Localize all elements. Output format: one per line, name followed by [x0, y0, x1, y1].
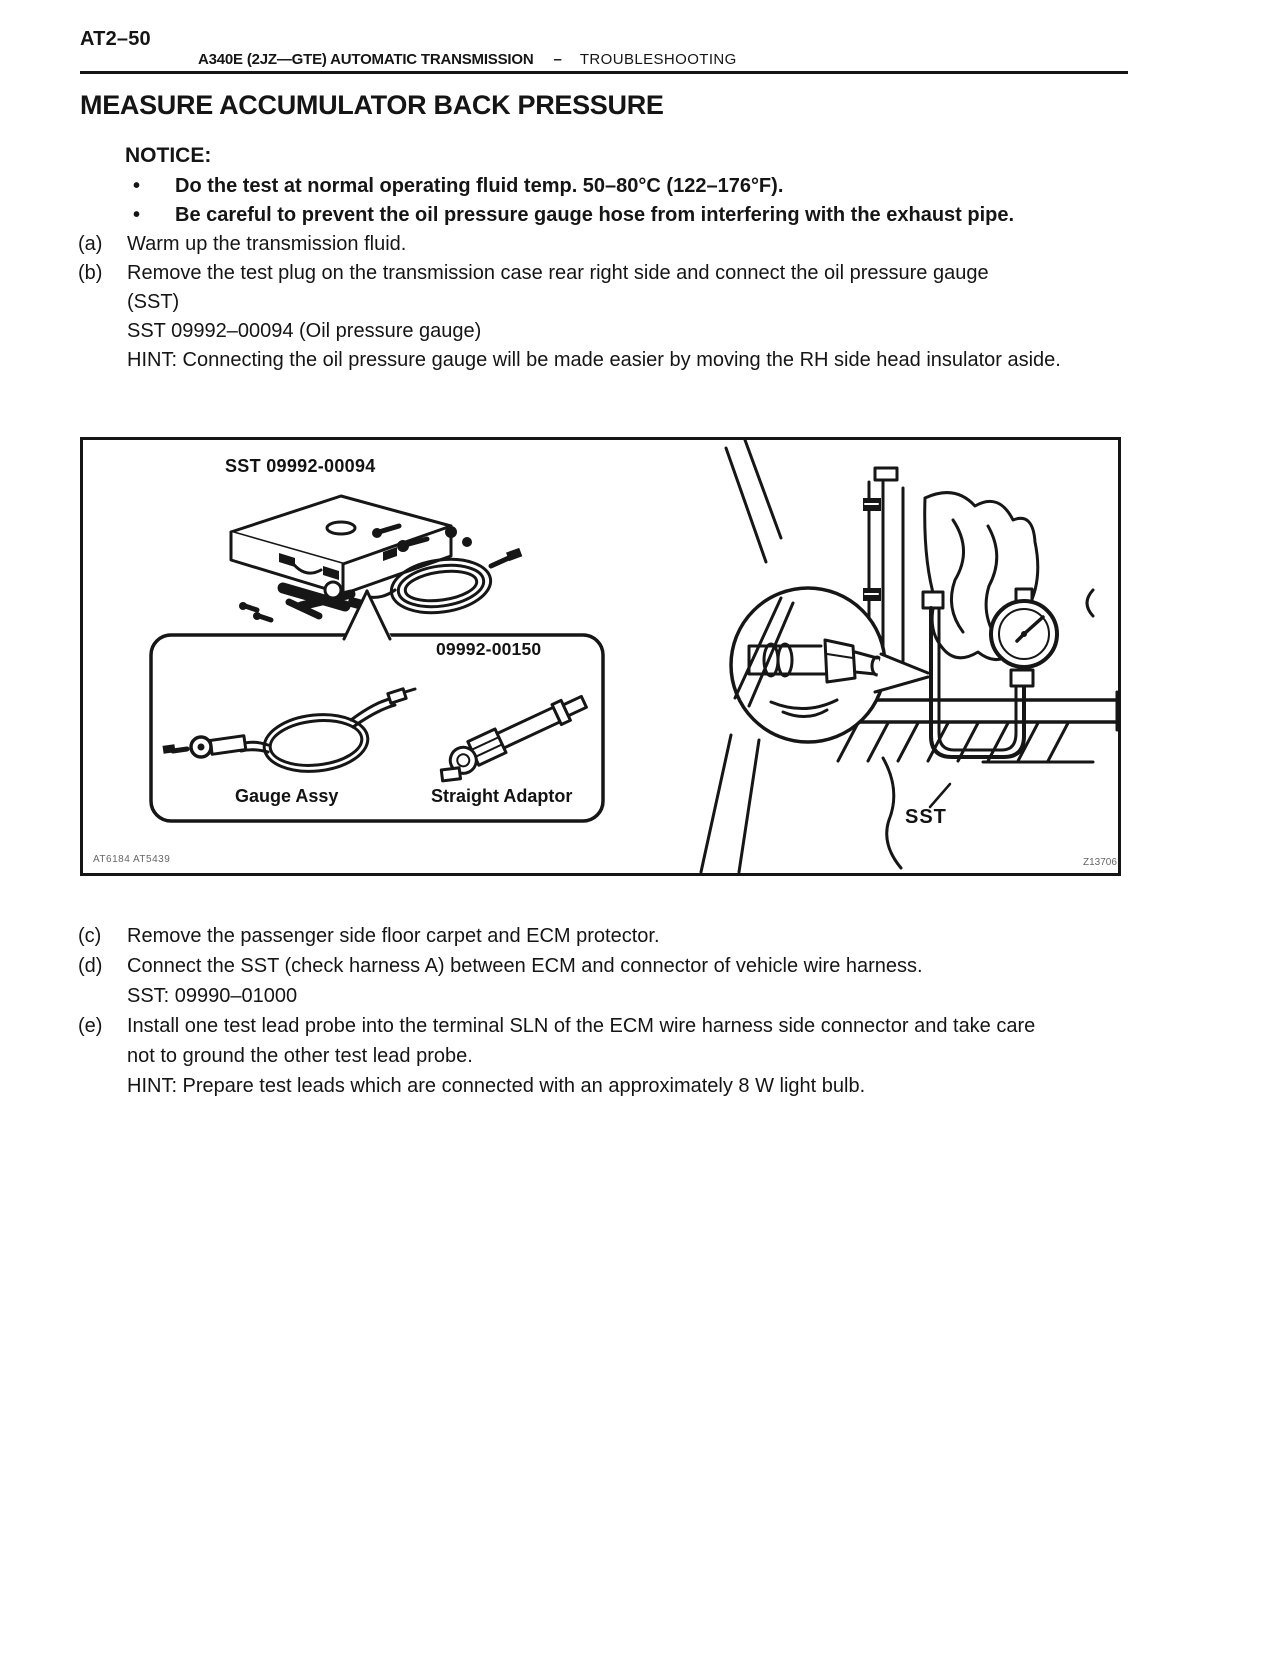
straight-adaptor-illustration [432, 690, 591, 786]
step-d [78, 951, 923, 1011]
bullet-icon: • [133, 175, 141, 197]
gauge-assy-illustration [163, 689, 415, 777]
step-label: (c) [78, 925, 102, 947]
step-label: (b) [78, 262, 103, 284]
notice-bullet-item [133, 201, 1014, 230]
step-a [78, 230, 406, 259]
step-label: (e) [78, 1015, 103, 1037]
step-label: (d) [78, 955, 103, 977]
step-text-line: Warm up the transmission fluid. [127, 233, 407, 255]
kit-label: SST 09992-00094 [225, 456, 376, 476]
running-header-title: A340E (2JZ—GTE) AUTOMATIC TRANSMISSION [198, 51, 534, 68]
figure-ref-code-right: Z13706 [1083, 857, 1117, 868]
running-header-section: TROUBLESHOOTING [579, 51, 737, 68]
page-number: AT2–50 [80, 28, 151, 50]
bullet-icon: • [133, 204, 141, 226]
step-text-line: HINT: Connecting the oil pressure gauge will be made easier by moving the RH side head insulator aside. [127, 349, 1061, 371]
figure-box [80, 437, 1121, 876]
notice-bullet-text: Be careful to prevent the oil pressure gauge hose from interfering with the exhaust pipe. [175, 204, 1015, 226]
step-text-line: not to ground the other test lead probe. [127, 1045, 473, 1067]
step-text-line: SST: 09990–01000 [127, 985, 298, 1007]
gauge-assy-label: Gauge Assy [235, 786, 339, 806]
toolkit-illustration [231, 496, 522, 620]
notice-bullet-item [133, 172, 783, 201]
step-text-line: Connect the SST (check harness A) between ECM and connector of vehicle wire harness. [127, 955, 923, 977]
sst-pointer-label: SST [905, 806, 947, 828]
notice-bullet-text: Do the test at normal operating fluid temp. 50–80°C (122–176°F). [175, 175, 784, 197]
adaptor-part-number-label: 09992-00150 [436, 639, 542, 659]
header-rule [80, 71, 1128, 74]
step-text-line: Remove the passenger side floor carpet and ECM protector. [127, 925, 660, 947]
step-text-line: HINT: Prepare test leads which are connected with an approximately 8 W light bulb. [127, 1075, 866, 1097]
running-header-dash: – [553, 51, 562, 68]
figure-ref-code-left: AT6184 AT5439 [93, 854, 171, 865]
magnifier-inset-illustration [731, 588, 928, 742]
step-text-line: SST 09992–00094 (Oil pressure gauge) [127, 320, 482, 342]
page-title: MEASURE ACCUMULATOR BACK PRESSURE [80, 90, 664, 120]
step-text-line: Remove the test plug on the transmission case rear right side and connect the oil pressure gauge [127, 262, 989, 284]
figure-line-art [83, 440, 1118, 873]
step-text-line: (SST) [127, 291, 180, 313]
step-c [78, 921, 660, 951]
step-b [78, 259, 1061, 375]
straight-adaptor-label: Straight Adaptor [431, 786, 573, 806]
step-label: (a) [78, 233, 103, 255]
step-text-line: Install one test lead probe into the terminal SLN of the ECM wire harness side connector and take care [127, 1015, 1036, 1037]
notice-label: NOTICE: [125, 144, 212, 167]
step-e [78, 1011, 1035, 1101]
running-header [198, 51, 737, 68]
